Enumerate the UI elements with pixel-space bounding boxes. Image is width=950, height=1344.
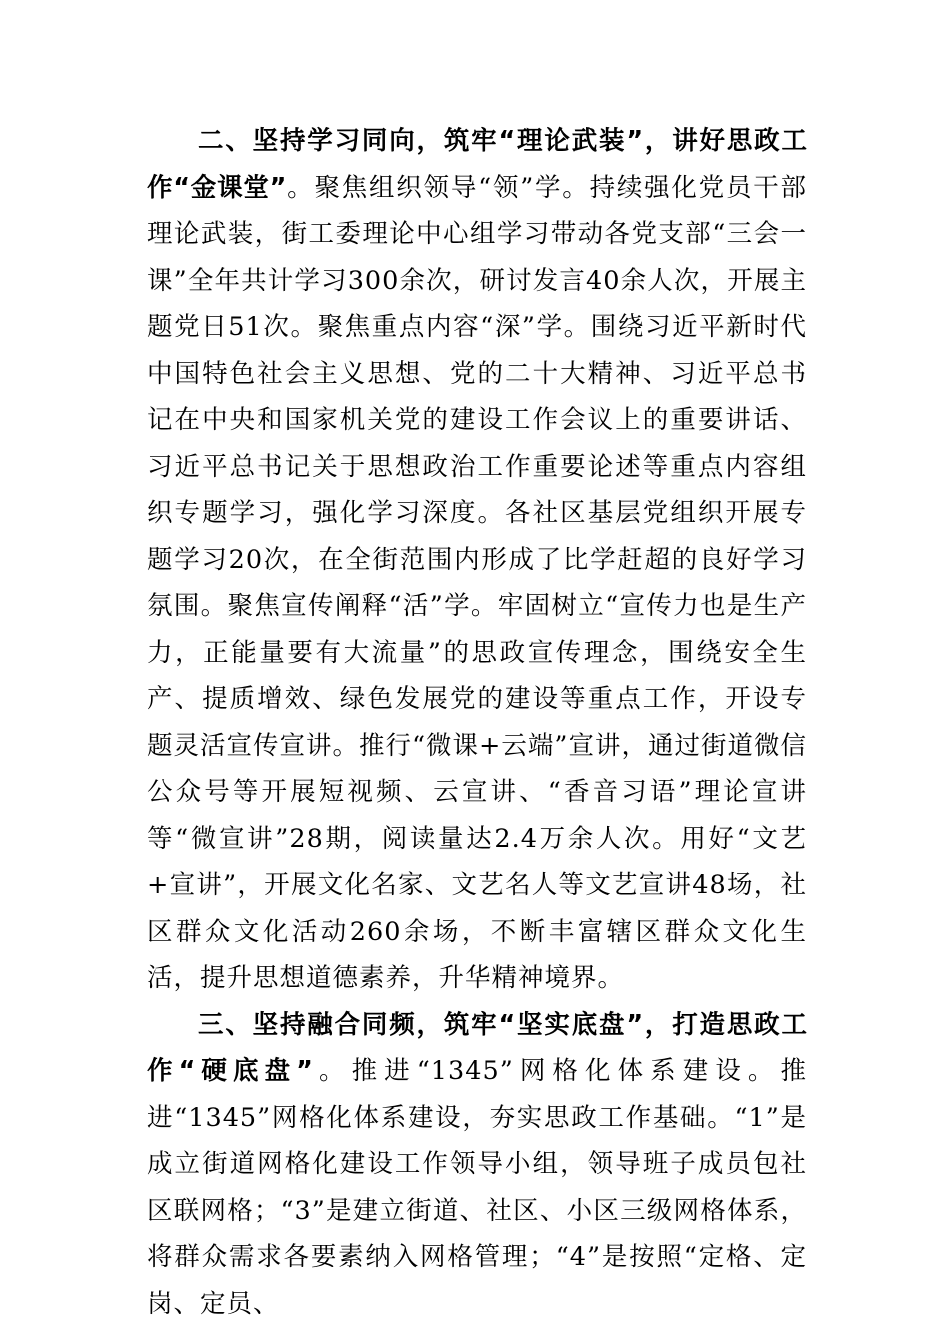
document-body <box>147 118 807 1327</box>
section-2-heading: 二、坚持学习同向，筑牢“理论武装”，讲好思政工作“金课堂” <box>147 126 807 203</box>
section-3-heading: 三、坚持融合同频，筑牢“坚实底盘”，打造思政工作“硬底盘” <box>147 1009 807 1086</box>
section-2-body: 。聚焦组织领导“领”学。持续强化党员干部理论武装，街工委理论中心组学习带动各党支部“三会一课”全年共计学习300余次，研讨发言40余人次，开展主题党日51次。聚焦重点内容“深”学。围绕习近平新时代中国特色社会主义思想、党的二十大精神、习近平总书记在中央和国家机关党的建设工作会议上的重要讲话、习近平总书记关于思想政治工作重要论述等重点内容组织专题学习，强化学习深度。各社区基层党组织开展专题学习20次，在全街范围内形成了比学赶超的良好学习氛围。聚焦宣传阐释“活”学。牢固树立“宣传力也是生产力，正能量要有大流量”的思政宣传理念，围绕安全生产、提质增效、绿色发展党的建设等重点工作，开设专题灵活宣传宣讲。推行“微课+云端”宣讲，通过街道微信公众号等开展短视频、云宣讲、“香音习语”理论宣讲等“微宣讲”28期，阅读量达2.4万余人次。用好“文艺+宣讲”，开展文化名家、文艺名人等文艺宣讲48场，社区群众文化活动260余场，不断丰富辖区群众文化生活，提升思想道德素养，升华精神境界。 <box>147 172 807 993</box>
paragraph-section-2 <box>147 118 807 1002</box>
paragraph-section-3 <box>147 1002 807 1328</box>
section-3-body: 。推进“1345”网格化体系建设。推进“1345”网格化体系建设，夯实思政工作基础。“1”是成立街道网格化建设工作领导小组，领导班子成员包社区联网格；“3”是建立街道、社区、小区三级网格体系，将群众需求各要素纳入网格管理；“4”是按照“定格、定岗、定员、 <box>147 1056 807 1319</box>
